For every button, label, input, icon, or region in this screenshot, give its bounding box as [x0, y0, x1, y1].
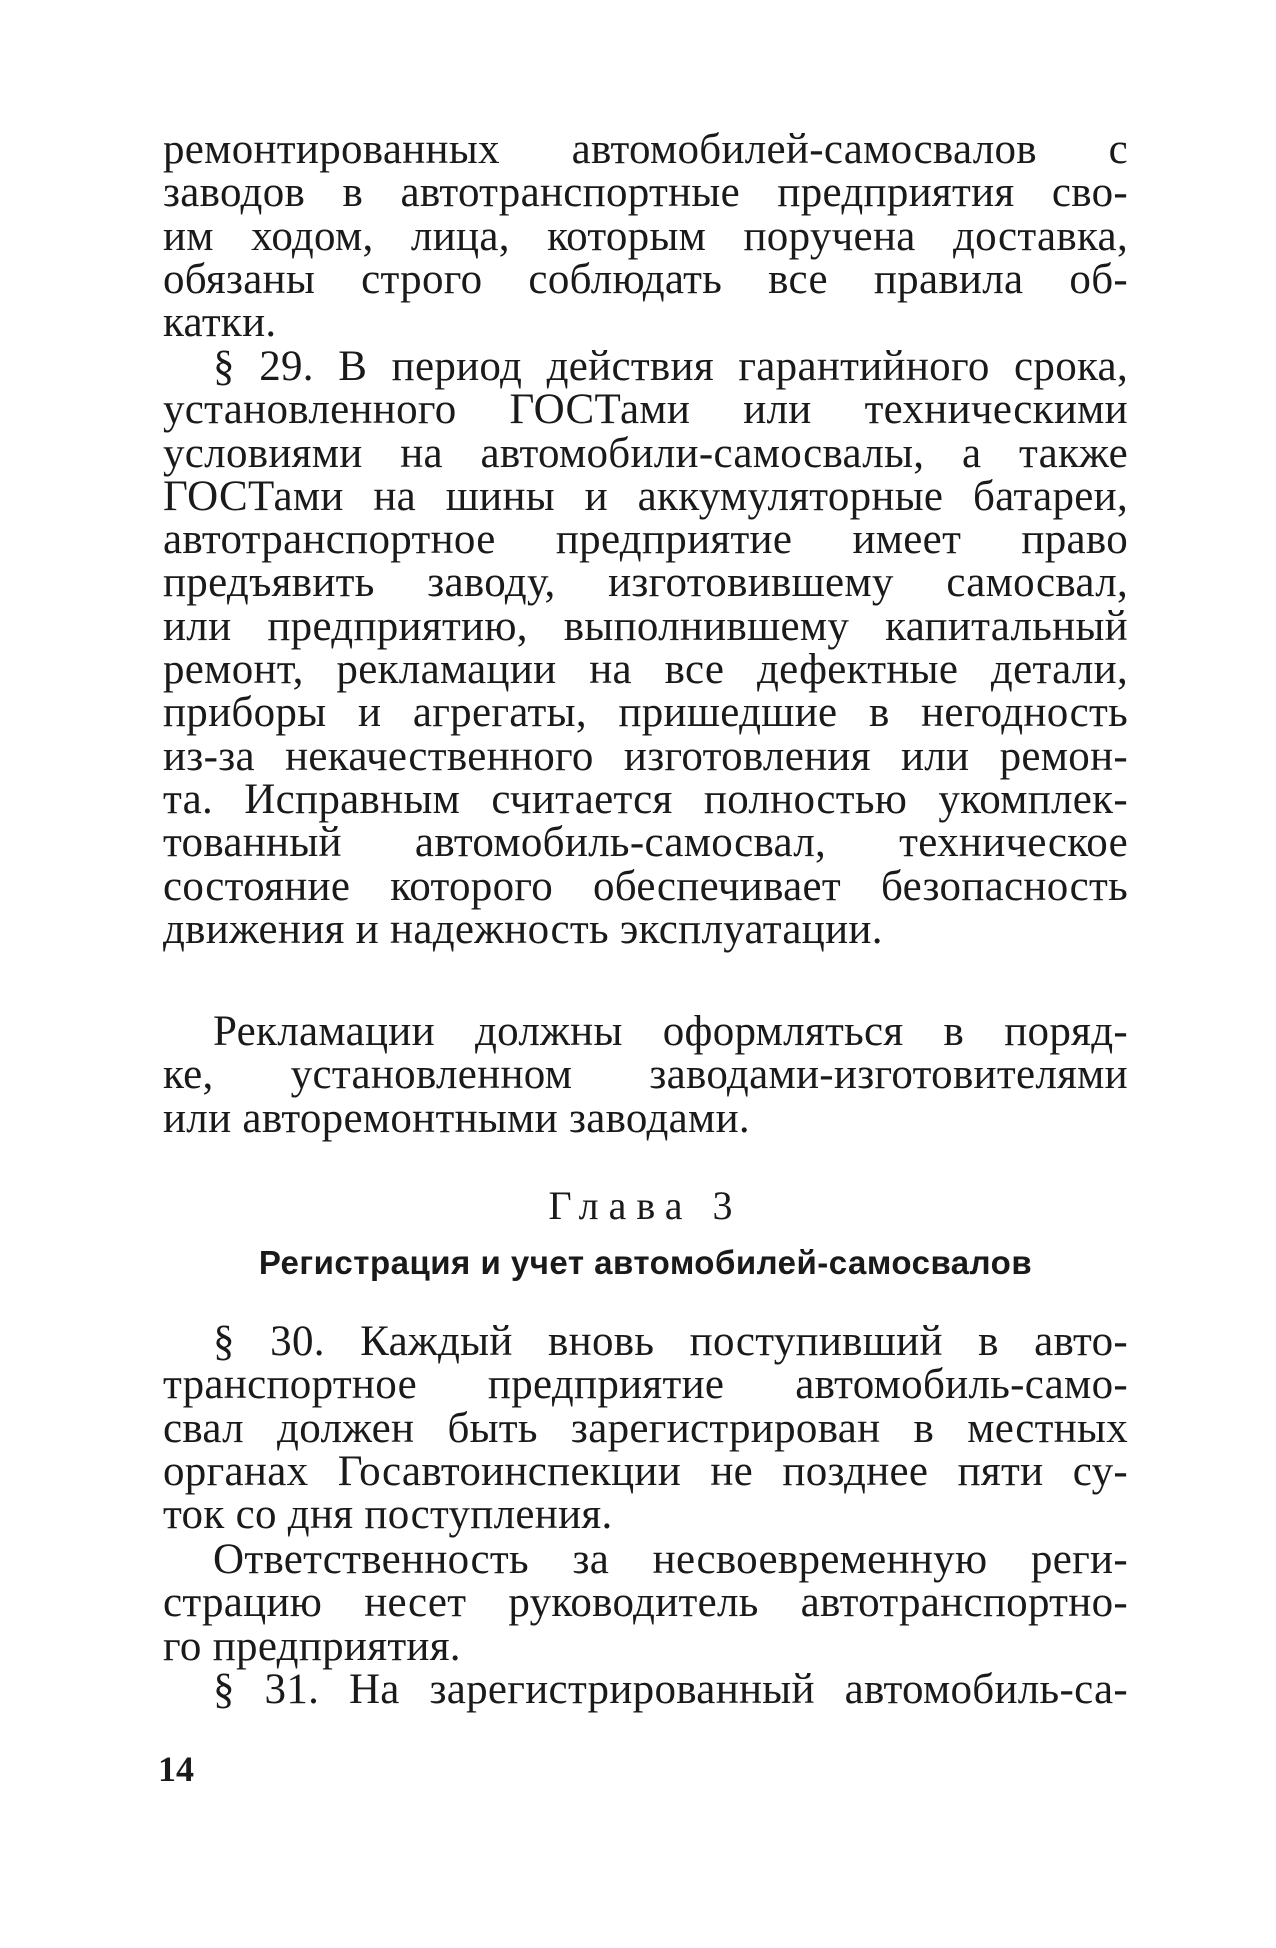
text-line: ремонт, рекламации на все дефектные детали, [163, 646, 1128, 694]
text-line: условиями на автомобили-самосвалы, а также [163, 429, 1128, 477]
text-line: ток со дня поступления. [163, 1491, 613, 1539]
text-line: § 30. Каждый вновь поступивший в авто- [213, 1318, 1128, 1365]
text-line: транспортное предприятие автомобиль-само- [163, 1361, 1128, 1409]
chapter-title: Регистрация и учет автомобилей-самосвалов [258, 1244, 1033, 1281]
text-line: § 31. На зарегистрированный автомобиль-са- [213, 1666, 1128, 1713]
page-number: 14 [158, 1749, 194, 1789]
section-30 [163, 1318, 1128, 1539]
text-line: приборы и агрегаты, пришедшие в негодность [163, 689, 1128, 737]
text-line: тованный автомобиль-самосвал, техническое [163, 819, 1128, 867]
text-line: § 29. В период действия гарантийного срока, [213, 343, 1128, 390]
section-31 [163, 1668, 1128, 1711]
text-line: обязаны строго соблюдать все правила об- [163, 255, 1128, 303]
text-line: ГОСТами на шины и аккумуляторные батареи, [163, 472, 1128, 520]
text-line: им ходом, лица, которым поручена доставка, [163, 212, 1128, 260]
text-line: страцию несет руководитель автотранспортно- [163, 1579, 1128, 1627]
text-line: органах Госавтоинспекции не позднее пяти су- [163, 1447, 1128, 1495]
text-line: автотранспортное предприятие имеет право [163, 516, 1128, 564]
text-line: Ответственность за несвоевременную реги- [213, 1536, 1128, 1583]
text-line: или авторемонтными заводами. [163, 1094, 750, 1142]
chapter-label: Глава 3 [548, 1183, 743, 1228]
text-line: заводов в автотранспортные предприятия сво- [163, 169, 1128, 217]
text-line: го предприятия. [163, 1622, 461, 1670]
text-line: из-за некачественного изготовления или ремон- [163, 732, 1128, 780]
text-line: состояние которого обеспечивает безопасность [163, 862, 1128, 910]
text-line: та. Исправным считается полностью укомплек- [163, 775, 1128, 823]
text-line: ремонтированных автомобилей-самосвалов с [163, 126, 1128, 173]
text-line: движения и надежность эксплуатации. [163, 905, 883, 953]
text-line: ке, установленном заводами-изготовителями [163, 1051, 1128, 1099]
text-line: катки. [163, 299, 277, 347]
text-line: или предприятию, выполнившему капитальный [163, 602, 1128, 650]
paragraph-continuation [163, 126, 1128, 347]
text-line: установленного ГОСТами или техническими [163, 386, 1128, 434]
section-29 [163, 345, 1128, 951]
text-line: Рекламации должны оформляться в поряд- [213, 1008, 1128, 1055]
responsibility-paragraph [163, 1538, 1128, 1668]
text-line: свал должен быть зарегистрирован в местных [163, 1404, 1128, 1452]
reclamation-paragraph [163, 1010, 1128, 1140]
text-line: предъявить заводу, изготовившему самосвал, [163, 559, 1128, 607]
